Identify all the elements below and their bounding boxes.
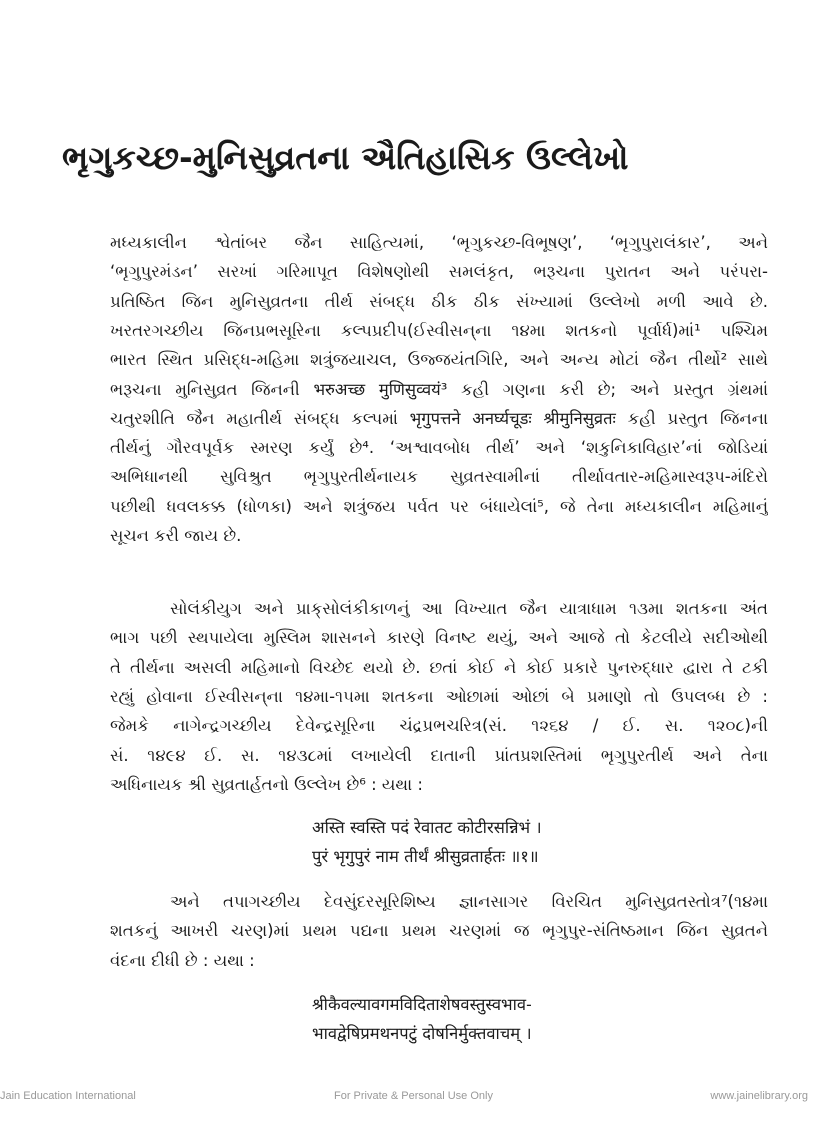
paragraph-line: ભરૂચના મુનિસુવ્રત જિનની भरुअच्छ मुणिसुव्वयं³ કહી ગણના કરી છે; અને પ્રસ્તુત ગ્રંથમાં <box>110 379 768 399</box>
paragraph-line: તે તીર્થના અસલી મહિમાનો વિચ્છેદ થયો છે. છતાં કોઈ ને કોઈ પ્રકારે પુનરુદ્ધાર દ્વારા તે ટકી <box>110 657 768 677</box>
verse-line: पुरं भृगुपुरं नाम तीर्थं श्रीसुव्रतार्हतः ॥१॥ <box>312 847 539 867</box>
paragraph-line: ભારત સ્થિત પ્રસિદ્ધ-મહિમા શત્રુંજયાચલ, ઉજ્જયંતગિરિ, અને અન્ય મોટાં જૈન તીર્થો² સાથે <box>110 350 768 370</box>
paragraph-line: પ્રતિષ્ઠિત જિન મુનિસુવ્રતના તીર્થ સંબદ્ધ ઠીક ઠીક સંખ્યામાં ઉલ્લેખો મળી આવે છે. <box>110 291 768 311</box>
footer-right: www.jainelibrary.org <box>710 1090 808 1102</box>
paragraph-line: રહ્યું હોવાના ઈસ્વીસન્‌ના ૧૪મા-૧૫મા શતકના ઓછામાં ઓછાં બે પ્રમાણો તો ઉપલબ્ધ છે : <box>110 686 768 706</box>
footer-center: For Private & Personal Use Only <box>334 1090 493 1102</box>
verse-line: अस्ति स्वस्ति पदं रेवातट कोटीरसन्निभं । <box>312 818 542 837</box>
paragraph-line: સં. ૧૪૯૪ ઈ. સ. ૧૪૩૮માં લખાયેલી દાતાની પ્રાંતપ્રશસ્તિમાં ભૃગુપુરતીર્થ અને તેના <box>110 745 768 765</box>
footer-left: Jain Education International <box>0 1090 136 1102</box>
paragraph-line: ચતુરશીતિ જૈન મહાતીર્થ સંબદ્ધ કલ્પમાં भृगुपत्तने अनर्घ्यचूडः श्रीमुनिसुव्रतः કહી પ્રસ્તુત જિનના <box>110 408 768 428</box>
paragraph-line: તીર્થનું ગૌરવપૂર્વક સ્મરણ કર્યું છે⁴. ‘અશ્વાવબોધ તીર્થ’ અને ‘શકુનિકાવિહાર’નાં જોડિયાં <box>110 438 768 458</box>
paragraph-line: મધ્યકાલીન શ્વેતાંબર જૈન સાહિત્યમાં, ‘ભૃગુકચ્છ-વિભૂષણ’, ‘ભૃગુપુરાલંકાર’, અને <box>110 233 768 252</box>
verse-line: भावद्वेषिप्रमथनपटुं दोषनिर्मुक्तवाचम् । <box>312 1024 532 1044</box>
paragraph-line: સોલંકીયુગ અને પ્રાક્‌સોલંકીકાળનું આ વિખ્યાત જૈન યાત્રાધામ ૧૩મા શતકના અંત <box>170 599 768 618</box>
paragraph-line: ભાગ પછી સ્થપાયેલા મુસ્લિમ શાસનને કારણે વિનષ્ટ થયું, અને આજે તો કેટલીયે સદીઓથી <box>110 628 768 648</box>
paragraph-line: વંદના દીધી છે : યથા : <box>110 950 255 970</box>
paragraph-line: ‘ભૃગુપુરમંડન’ સરખાં ગરિમાપૂત વિશેષણોથી સમલંકૃત, ભરૂચના પુરાતન અને પરંપરા- <box>110 262 768 282</box>
page-title: ભૃગુકચ્છ-મુનિસુવ્રતના ઐતિહાસિક ઉલ્લેખો <box>62 138 629 177</box>
paragraph-line: અધિનાયક શ્રી સુવ્રતાર્હતનો ઉલ્લેખ છે⁶ : યથા : <box>110 774 423 794</box>
paragraph-line: પછીથી ધવલકક્ક (ધોળકા) અને શત્રુંજય પર્વત પર બંધાયેલાં⁵, જે તેના મધ્યકાલીન મહિમાનું <box>110 496 768 516</box>
verse-line: श्रीकैवल्यावगमविदिताशेषवस्तुस्वभाव- <box>312 995 532 1014</box>
paragraph-line: અને તપાગચ્છીય દેવસુંદરસૂરિશિષ્ય જ્ઞાનસાગર વિરચિત મુનિસુવ્રતસ્તોત્ર⁷(૧૪મા <box>170 892 768 911</box>
paragraph-line: જેમકે નાગેન્દ્રગચ્છીય દેવેન્દ્રસૂરિના ચંદ્રપ્રભચરિત્ર(સં. ૧૨૬૪ / ઈ. સ. ૧૨૦૮)ની <box>110 716 768 736</box>
paragraph-line: શતકનું આખરી ચરણ)માં પ્રથમ પદ્યના પ્રથમ ચરણમાં જ ભૃગુપુર-સંતિષ્ઠમાન જિન સુવ્રતને <box>110 921 768 941</box>
paragraph-line: અભિધાનથી સુવિશ્રુત ભૃગુપુરતીર્થનાયક સુવ્રતસ્વામીનાં તીર્થાવતાર-મહિમાસ્વરૂપ-મંદિરો <box>110 467 768 487</box>
paragraph-line: ખરતરગચ્છીય જિનપ્રભસૂરિના કલ્પપ્રદીપ(ઈસ્વીસન્‌ના ૧૪મા શતકનો પૂર્વાર્ધ)માં¹ પશ્ચિમ <box>110 320 768 340</box>
paragraph-line: સૂચન કરી જાય છે. <box>110 526 242 545</box>
